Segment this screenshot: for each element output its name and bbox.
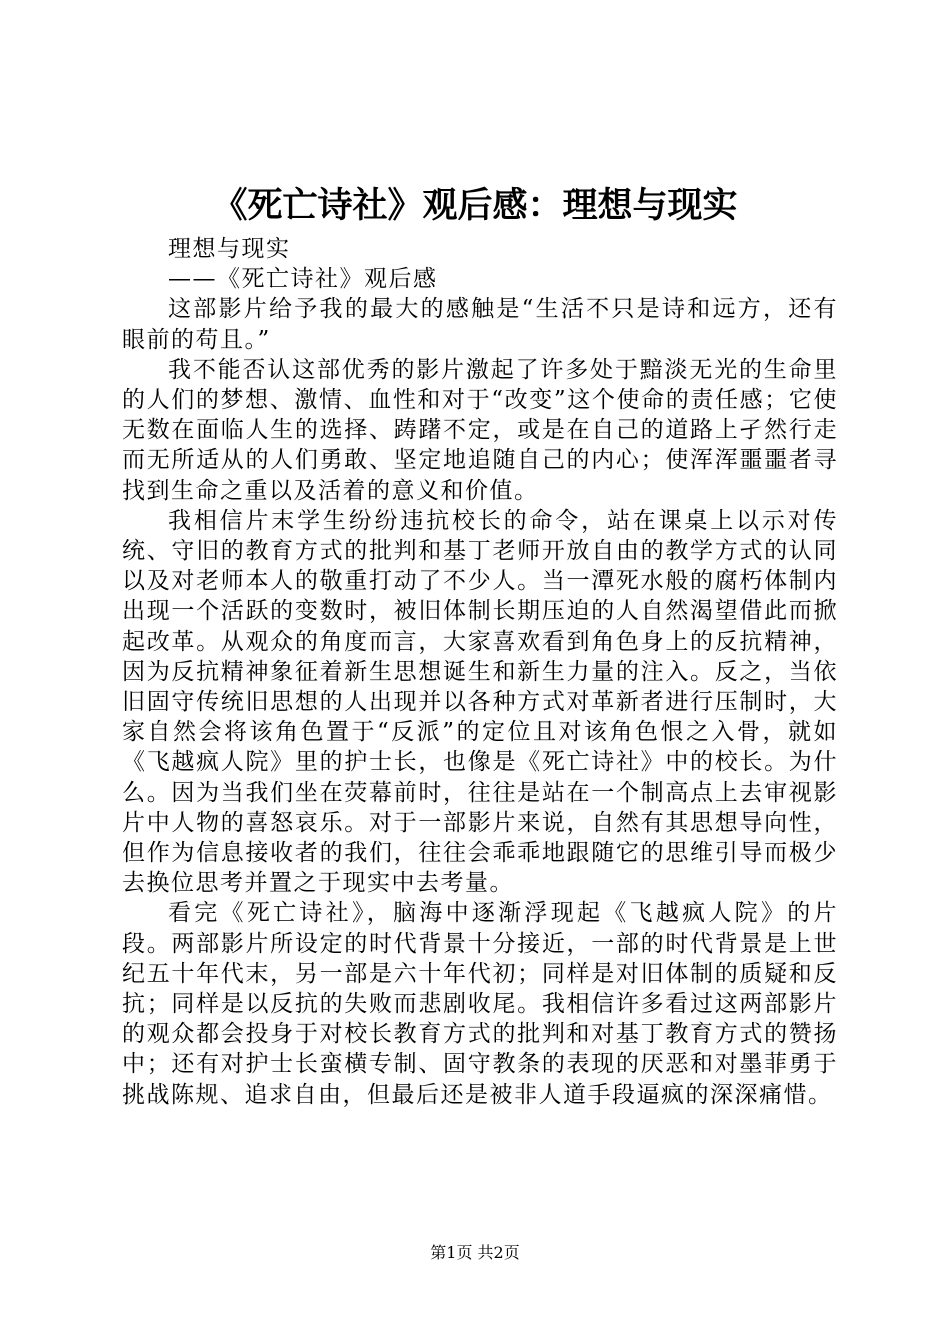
paragraph-4: 看完《死亡诗社》，脑海中逐渐浮现起《飞越疯人院》的片段。两部影片所设定的时代背景十分接近，一部的时代背景是上世纪五十年代末，另一部是六十年代初；同样是对旧体制的质疑和反抗；同样是以反抗的失败而悲剧收尾。我相信许多看过这两部影片的观众都会投身于对校长教育方式的批判和对基丁教育方式的赞扬中；还有对护士长蛮横专制、固守教条的表现的厌恶和对墨菲勇于挑战陈规、追求自由，但最后还是被非人道手段逼疯的深深痛惜。 <box>122 900 838 1108</box>
paragraph-2: 我不能否认这部优秀的影片激起了许多处于黯淡无光的生命里的人们的梦想、激情、血性和对于“改变”这个使命的责任感；它使无数在面临人生的选择、踌躇不定，或是在自己的道路上孑然行走而无所适从的人们勇敢、坚定地追随自己的内心；使浑浑噩噩者寻找到生命之重以及活着的意义和价值。 <box>122 356 838 504</box>
subtitle: ——《死亡诗社》观后感 <box>168 266 438 293</box>
document-body <box>122 234 838 1110</box>
paragraph-3: 我相信片末学生纷纷违抗校长的命令，站在课桌上以示对传统、守旧的教育方式的批判和基丁老师开放自由的教学方式的认同以及对老师本人的敬重打动了不少人。当一潭死水般的腐朽体制内出现一个活跃的变数时，被旧体制长期压迫的人自然渴望借此而掀起改革。从观众的角度而言，大家喜欢看到角色身上的反抗精神，因为反抗精神象征着新生思想诞生和新生力量的注入。反之，当依旧固守传统旧思想的人出现并以各种方式对革新者进行压制时，大家自然会将该角色置于“反派”的定位且对该角色恨之入骨，就如《飞越疯人院》里的护士长，也像是《死亡诗社》中的校长。为什么。因为当我们坐在荧幕前时，往往是站在一个制高点上去审视影片中人物的喜怒哀乐。对于一部影片来说，自然有其思想导向性，但作为信息接收者的我们，往往会乖乖地跟随它的思维引导而极少去换位思考并置之于现实中去考量。 <box>122 507 838 897</box>
document-title: 《死亡诗社》观后感：理想与现实 <box>212 185 738 226</box>
subheading: 理想与现实 <box>168 236 291 262</box>
page-footer: 第1页 共2页 <box>430 1243 520 1262</box>
paragraph-1: 这部影片给予我的最大的感触是“生活不只是诗和远方，还有眼前的苟且。” <box>122 296 838 353</box>
